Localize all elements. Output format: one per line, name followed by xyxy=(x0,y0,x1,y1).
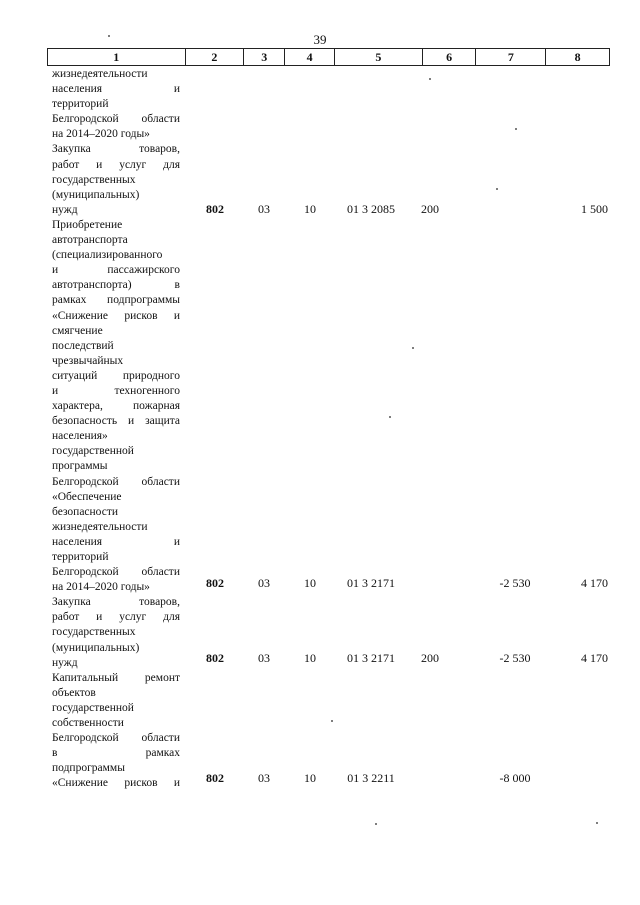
description-line: территорий xyxy=(52,551,109,563)
description-line: (муниципальных) xyxy=(52,641,140,654)
row-4-section: 03 xyxy=(258,771,270,785)
description-line: «Обеспечение xyxy=(52,490,122,503)
header-col-1: 1 xyxy=(48,49,186,65)
row-3-subsection: 10 xyxy=(304,651,316,665)
description-line: ситуаций природного xyxy=(52,369,180,382)
header-col-7: 7 xyxy=(476,49,546,65)
scan-speck xyxy=(412,347,414,349)
row-2-amount: 4 170 xyxy=(581,576,608,590)
description-line: и пассажирского xyxy=(52,264,180,277)
description-line: работ и услуг для xyxy=(52,158,180,171)
scan-speck xyxy=(596,822,598,824)
scan-speck xyxy=(429,78,431,80)
row-3-section: 03 xyxy=(258,651,270,665)
header-col-5: 5 xyxy=(335,49,423,65)
description-line: на 2014–2020 годы» xyxy=(52,581,150,594)
description-line: программы xyxy=(52,460,108,473)
row-3-expense-type: 200 xyxy=(421,651,439,665)
row-3-amount: 4 170 xyxy=(581,651,608,665)
row-1-subsection: 10 xyxy=(304,202,316,216)
description-line: последствий xyxy=(52,339,114,352)
description-line: Белгородской области xyxy=(52,566,180,579)
description-line: населения» xyxy=(52,430,108,443)
row-4-subsection: 10 xyxy=(304,771,316,785)
description-line: в рамках xyxy=(52,747,180,760)
description-line: жизнедеятельности xyxy=(52,68,148,80)
page-number: 39 xyxy=(313,32,327,47)
description-line: (муниципальных) xyxy=(52,188,140,201)
row-4-change: -8 000 xyxy=(499,771,531,785)
description-line: работ и услуг для xyxy=(52,611,180,624)
row-3-code: 802 xyxy=(206,651,224,665)
scan-speck xyxy=(108,35,110,37)
description-line: Белгородской области xyxy=(52,732,180,745)
description-line: на 2014–2020 годы» xyxy=(52,128,150,141)
description-line: характера, пожарная xyxy=(52,400,180,413)
description-line: рамках подпрограммы xyxy=(52,294,180,307)
header-col-4: 4 xyxy=(285,49,335,65)
description-line: нужд xyxy=(52,203,78,216)
header-col-3: 3 xyxy=(244,49,285,65)
header-col-6: 6 xyxy=(423,49,477,65)
scan-speck xyxy=(515,128,517,130)
description-line: Закупка товаров, xyxy=(52,596,180,609)
description-line: населения и xyxy=(52,535,180,548)
description-line: «Снижение рисков и xyxy=(52,777,180,790)
description-line: объектов xyxy=(52,686,96,699)
row-2-change: -2 530 xyxy=(499,576,531,590)
row-2-code: 802 xyxy=(206,576,224,590)
row-1-target-article: 01 3 2085 xyxy=(347,202,395,216)
scan-speck xyxy=(496,188,498,190)
description-line: государственной xyxy=(52,445,134,458)
description-line: Капитальный ремонт xyxy=(52,671,180,684)
description-line: чрезвычайных xyxy=(52,354,124,367)
description-line: автотранспорта) в xyxy=(52,279,180,292)
header-col-8: 8 xyxy=(574,50,581,64)
description-line: Белгородской области xyxy=(52,475,180,488)
scan-speck xyxy=(331,720,333,722)
scan-speck xyxy=(375,823,377,825)
row-1-amount: 1 500 xyxy=(581,202,608,216)
description-line: безопасности xyxy=(52,505,119,518)
description-line: нужд xyxy=(52,656,78,669)
description-line: государственных xyxy=(52,173,136,186)
description-line: государственных xyxy=(52,626,136,639)
scan-speck xyxy=(389,416,391,418)
header-col-2: 2 xyxy=(186,49,245,65)
description-column xyxy=(52,67,180,792)
description-line: подпрограммы xyxy=(52,762,125,775)
description-line: государственной xyxy=(52,701,134,714)
description-line: населения и xyxy=(52,83,180,96)
table-header xyxy=(47,48,610,66)
description-line: (специализированного xyxy=(52,249,163,262)
description-line: смягчение xyxy=(52,324,103,337)
row-2-section: 03 xyxy=(258,576,270,590)
description-line: Закупка товаров, xyxy=(52,143,180,156)
description-line: «Снижение рисков и xyxy=(52,309,180,322)
description-line: автотранспорта xyxy=(52,234,128,247)
row-1-expense-type: 200 xyxy=(421,202,439,216)
description-line: Белгородской области xyxy=(52,113,180,126)
description-line: Приобретение xyxy=(52,218,123,231)
row-2-subsection: 10 xyxy=(304,576,316,590)
row-4-target-article: 01 3 2211 xyxy=(347,771,395,785)
description-line: жизнедеятельности xyxy=(52,520,148,533)
description-line: собственности xyxy=(52,717,124,730)
description-line: безопасность и защита xyxy=(52,415,180,428)
row-1-code: 802 xyxy=(206,202,224,216)
row-1-section: 03 xyxy=(258,202,270,216)
row-4-code: 802 xyxy=(206,771,224,785)
row-2-target-article: 01 3 2171 xyxy=(347,576,395,590)
row-3-target-article: 01 3 2171 xyxy=(347,651,395,665)
description-line: территорий xyxy=(52,98,109,111)
row-3-change: -2 530 xyxy=(499,651,531,665)
description-line: и техногенного xyxy=(52,384,180,397)
